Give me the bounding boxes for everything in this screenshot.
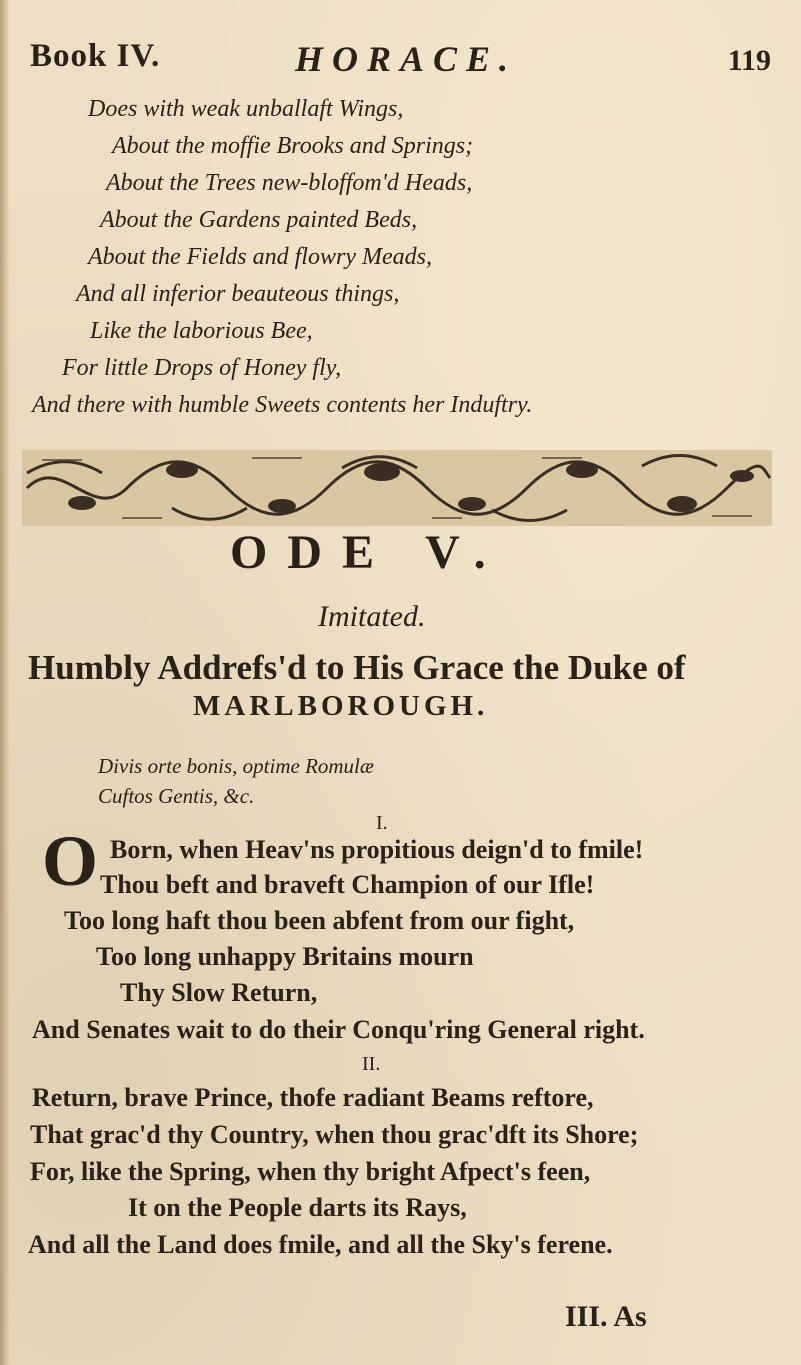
verse-line-6: And all inferior beauteous things, <box>76 281 400 307</box>
stanza2-line-2: That grac'd thy Country, when thou grac'dft its Shore; <box>30 1120 639 1149</box>
stanza1-line-2: Thou beft and braveft Champion of our Ifle! <box>100 870 595 899</box>
verse-line-7: Like the laborious Bee, <box>90 318 313 344</box>
page-number: 119 <box>727 44 771 77</box>
verse-line-2: About the moffie Brooks and Springs; <box>112 133 474 159</box>
ode-subtitle: Imitated. <box>318 600 426 633</box>
stanza2-line-4: It on the People darts its Rays, <box>128 1193 467 1222</box>
epigraph-line-1: Divis orte bonis, optime Romulæ <box>98 754 374 778</box>
dedication-line-1: Humbly Addrefs'd to His Grace the Duke of <box>28 648 686 687</box>
dedication-line-2: MARLBOROUGH. <box>193 690 489 722</box>
verse-line-4: About the Gardens painted Beds, <box>100 207 418 233</box>
decorative-headpiece <box>22 448 772 528</box>
verse-line-9: And there with humble Sweets contents her Induftry. <box>32 392 533 418</box>
book-label: Book IV. <box>30 38 161 74</box>
ode-title: ODE V. <box>230 526 506 579</box>
verse-line-3: About the Trees new-bloffom'd Heads, <box>106 170 473 196</box>
stanza-numeral-1: I. <box>376 812 388 834</box>
catchword: III. As <box>565 1300 647 1333</box>
verse-line-5: About the Fields and flowry Meads, <box>88 244 432 270</box>
stanza1-line-1: Born, when Heav'ns propitious deign'd to fmile! <box>110 835 644 864</box>
stanza-numeral-2: II. <box>362 1053 381 1075</box>
stanza2-line-5: And all the Land does fmile, and all the Sky's ferene. <box>28 1230 613 1259</box>
stanza2-line-1: Return, brave Prince, thofe radiant Beams reftore, <box>32 1083 594 1112</box>
drop-cap: O <box>42 821 99 901</box>
stanza2-line-3: For, like the Spring, when thy bright Afpect's feen, <box>30 1157 591 1186</box>
verse-line-1: Does with weak unballaft Wings, <box>88 96 404 122</box>
stanza1-line-4: Too long unhappy Britains mourn <box>96 942 474 971</box>
running-header <box>30 38 771 82</box>
page-gutter-shadow <box>0 0 10 1365</box>
running-title: HORACE. <box>295 39 518 79</box>
verse-line-8: For little Drops of Honey fly, <box>62 355 342 381</box>
stanza1-line-6: And Senates wait to do their Conqu'ring General right. <box>32 1015 645 1044</box>
stanza1-line-5: Thy Slow Return, <box>120 978 318 1007</box>
stanza1-line-3: Too long haft thou been abfent from our fight, <box>64 906 575 935</box>
epigraph-line-2: Cuftos Gentis, &c. <box>98 784 255 808</box>
